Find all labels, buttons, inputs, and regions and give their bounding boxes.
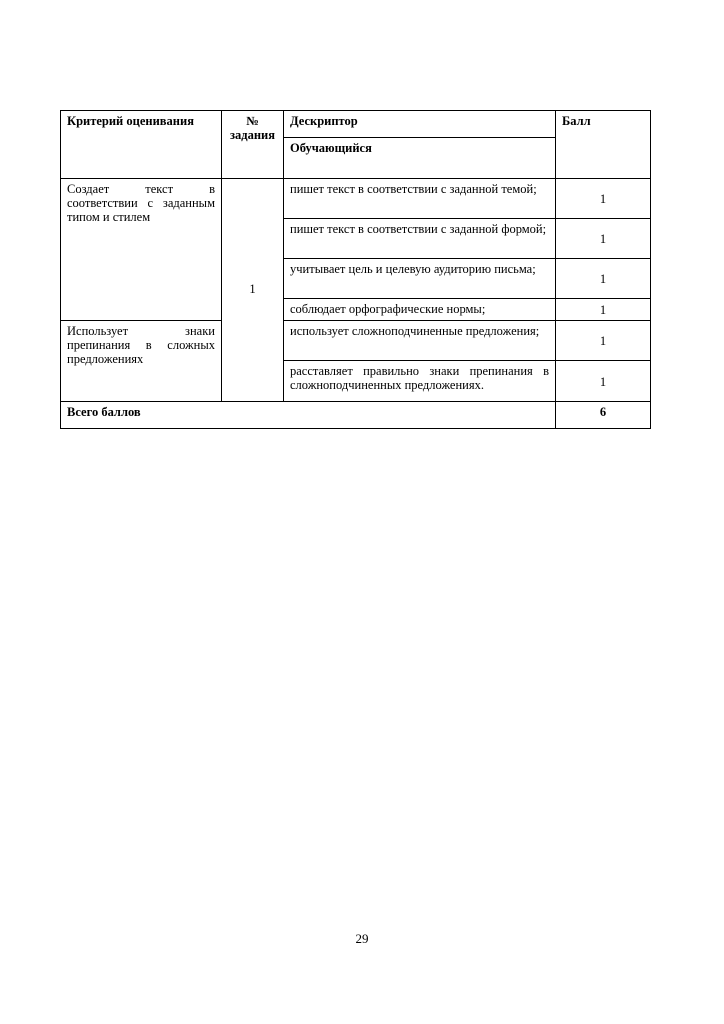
header-task-number-line1: № bbox=[246, 114, 259, 128]
score-cell: 1 bbox=[556, 361, 651, 402]
descriptor-cell: расставляет правильно знаки препинания в сложноподчиненных предложениях. bbox=[284, 361, 556, 402]
criterion-cell: Создает текст в соответствии с заданным типом и стилем bbox=[61, 179, 222, 321]
task-number-cell: 1 bbox=[222, 179, 284, 402]
descriptor-cell: использует сложноподчиненные предложения; bbox=[284, 321, 556, 361]
total-score: 6 bbox=[556, 402, 651, 429]
descriptor-cell: пишет текст в соответствии с заданной формой; bbox=[284, 219, 556, 259]
score-cell: 1 bbox=[556, 321, 651, 361]
header-criterion: Критерий оценивания bbox=[61, 111, 222, 179]
table-row bbox=[61, 321, 651, 361]
grading-table bbox=[60, 110, 651, 429]
descriptor-cell: учитывает цель и целевую аудиторию письма; bbox=[284, 259, 556, 299]
descriptor-cell: пишет текст в соответствии с заданной темой; bbox=[284, 179, 556, 219]
score-cell: 1 bbox=[556, 299, 651, 321]
header-row bbox=[61, 111, 651, 138]
criterion-cell: Использует знаки препинания в сложных предложениях bbox=[61, 321, 222, 402]
score-cell: 1 bbox=[556, 219, 651, 259]
header-task-number bbox=[222, 111, 284, 179]
total-row bbox=[61, 402, 651, 429]
header-task-number-line2: задания bbox=[229, 128, 275, 142]
total-label: Всего баллов bbox=[61, 402, 556, 429]
header-score: Балл bbox=[556, 111, 651, 179]
table-row bbox=[61, 179, 651, 219]
header-learner: Обучающийся bbox=[284, 138, 556, 179]
header-descriptor: Дескриптор bbox=[284, 111, 556, 138]
score-cell: 1 bbox=[556, 179, 651, 219]
descriptor-cell: соблюдает орфографические нормы; bbox=[284, 299, 556, 321]
score-cell: 1 bbox=[556, 259, 651, 299]
page-number: 29 bbox=[355, 931, 369, 946]
